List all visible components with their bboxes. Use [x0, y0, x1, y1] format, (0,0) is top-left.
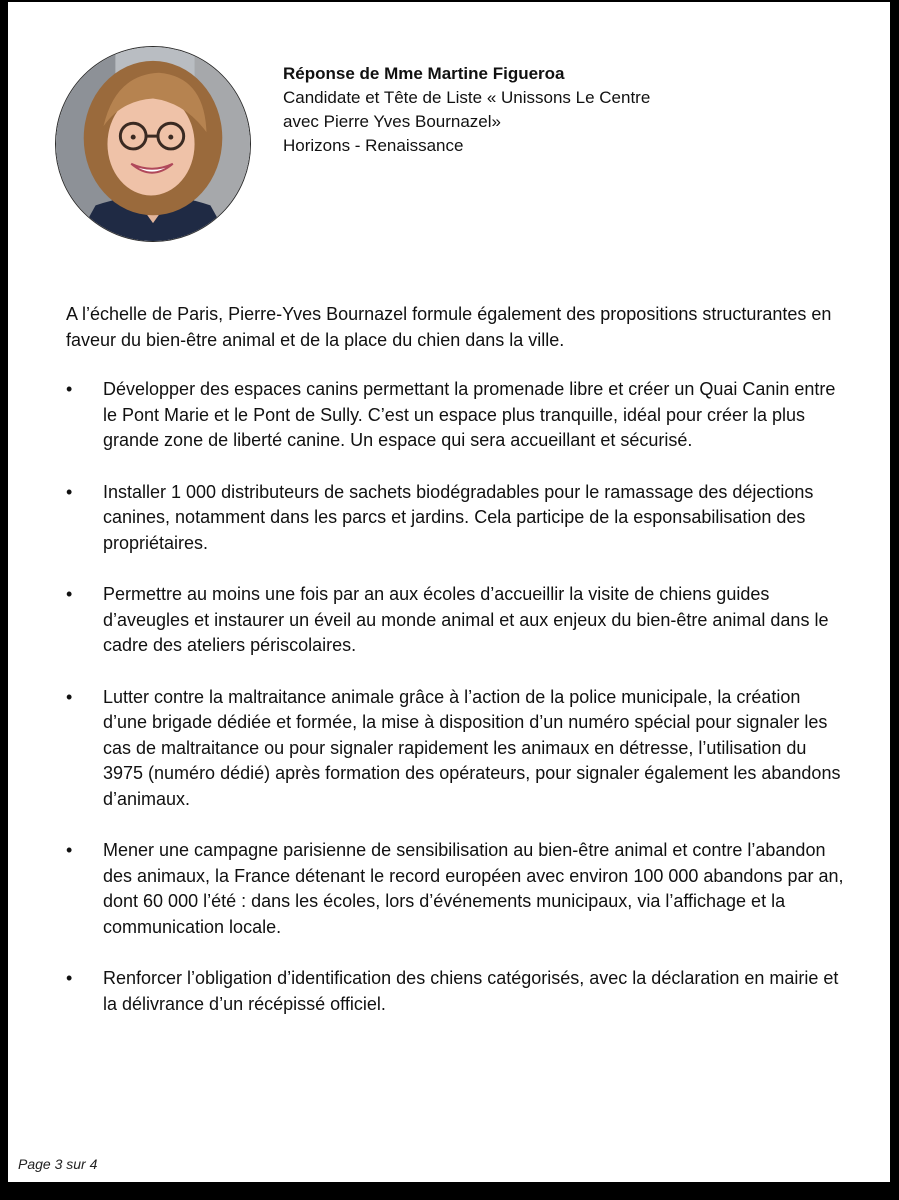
bullet-icon: •	[66, 379, 73, 399]
list-item	[66, 838, 846, 940]
list-item	[66, 582, 846, 659]
respondent-party: Horizons - Renaissance	[283, 136, 464, 155]
bullet-icon: •	[66, 686, 73, 707]
bullet-icon: •	[66, 584, 73, 604]
list-item-text: Installer 1 000 distributeurs de sachets biodégradables pour le ramassage des déjections canines, notamment dans les parcs et jardins. Cela participe de la esponsabilisation des propriétaires.	[103, 481, 814, 553]
respondent-name: Réponse de Mme Martine Figueroa	[283, 64, 565, 83]
respondent-role-line2: avec Pierre Yves Bournazel»	[283, 112, 501, 131]
document-page	[8, 2, 890, 1182]
list-item	[66, 966, 846, 1017]
candidate-portrait	[55, 46, 251, 242]
list-item-text: Renforcer l’obligation d’identification des chiens catégorisés, avec la déclaration en mairie et la délivrance d’un récépissé officiel.	[103, 968, 839, 1014]
intro-paragraph: A l’échelle de Paris, Pierre-Yves Bournazel formule également des propositions structurantes en faveur du bien-être animal et de la place du chien dans la ville.	[66, 304, 832, 350]
proposals-list	[66, 377, 846, 1043]
list-item	[66, 480, 846, 557]
list-item	[66, 377, 846, 454]
respondent-role-line1: Candidate et Tête de Liste « Unissons Le Centre	[283, 88, 651, 107]
bullet-icon: •	[66, 968, 73, 988]
bullet-icon: •	[66, 481, 73, 502]
page-number: Page 3 sur 4	[18, 1156, 98, 1172]
list-item-text: Développer des espaces canins permettant la promenade libre et créer un Quai Canin entre le Pont Marie et le Pont de Sully. C’est un espace plus tranquille, idéal pour créer la plus grande zone de liberté canine. Un espace qui sera accueillant et sécurisé.	[103, 379, 836, 450]
bullet-icon: •	[66, 840, 73, 860]
respondent-header	[283, 62, 843, 158]
list-item	[66, 685, 846, 813]
list-item-text: Permettre au moins une fois par an aux écoles d’accueillir la visite de chiens guides d’aveugles et instaurer un éveil au monde animal et aux enjeux du bien-être animal dans le cadre des ateliers périscolaires.	[103, 584, 829, 655]
list-item-text: Mener une campagne parisienne de sensibilisation au bien-être animal et contre l’abandon des animaux, la France détenant le record européen avec environ 100 000 abandons par an, dont 60 000 l’été : dans les écoles, lors d’événements municipaux, via l’affichage et la communication locale.	[103, 840, 844, 937]
list-item-text: Lutter contre la maltraitance animale grâce à l’action de la police municipale, la création d’une brigade dédiée et formée, la mise à disposition d’un numéro spécial pour signaler les cas de maltraitance ou pour signaler rapidement les animaux en détresse, l’utilisation du 3975 (numéro dédié) après formation des opérateurs, pour signaler également les abandons d’animaux.	[103, 686, 841, 809]
